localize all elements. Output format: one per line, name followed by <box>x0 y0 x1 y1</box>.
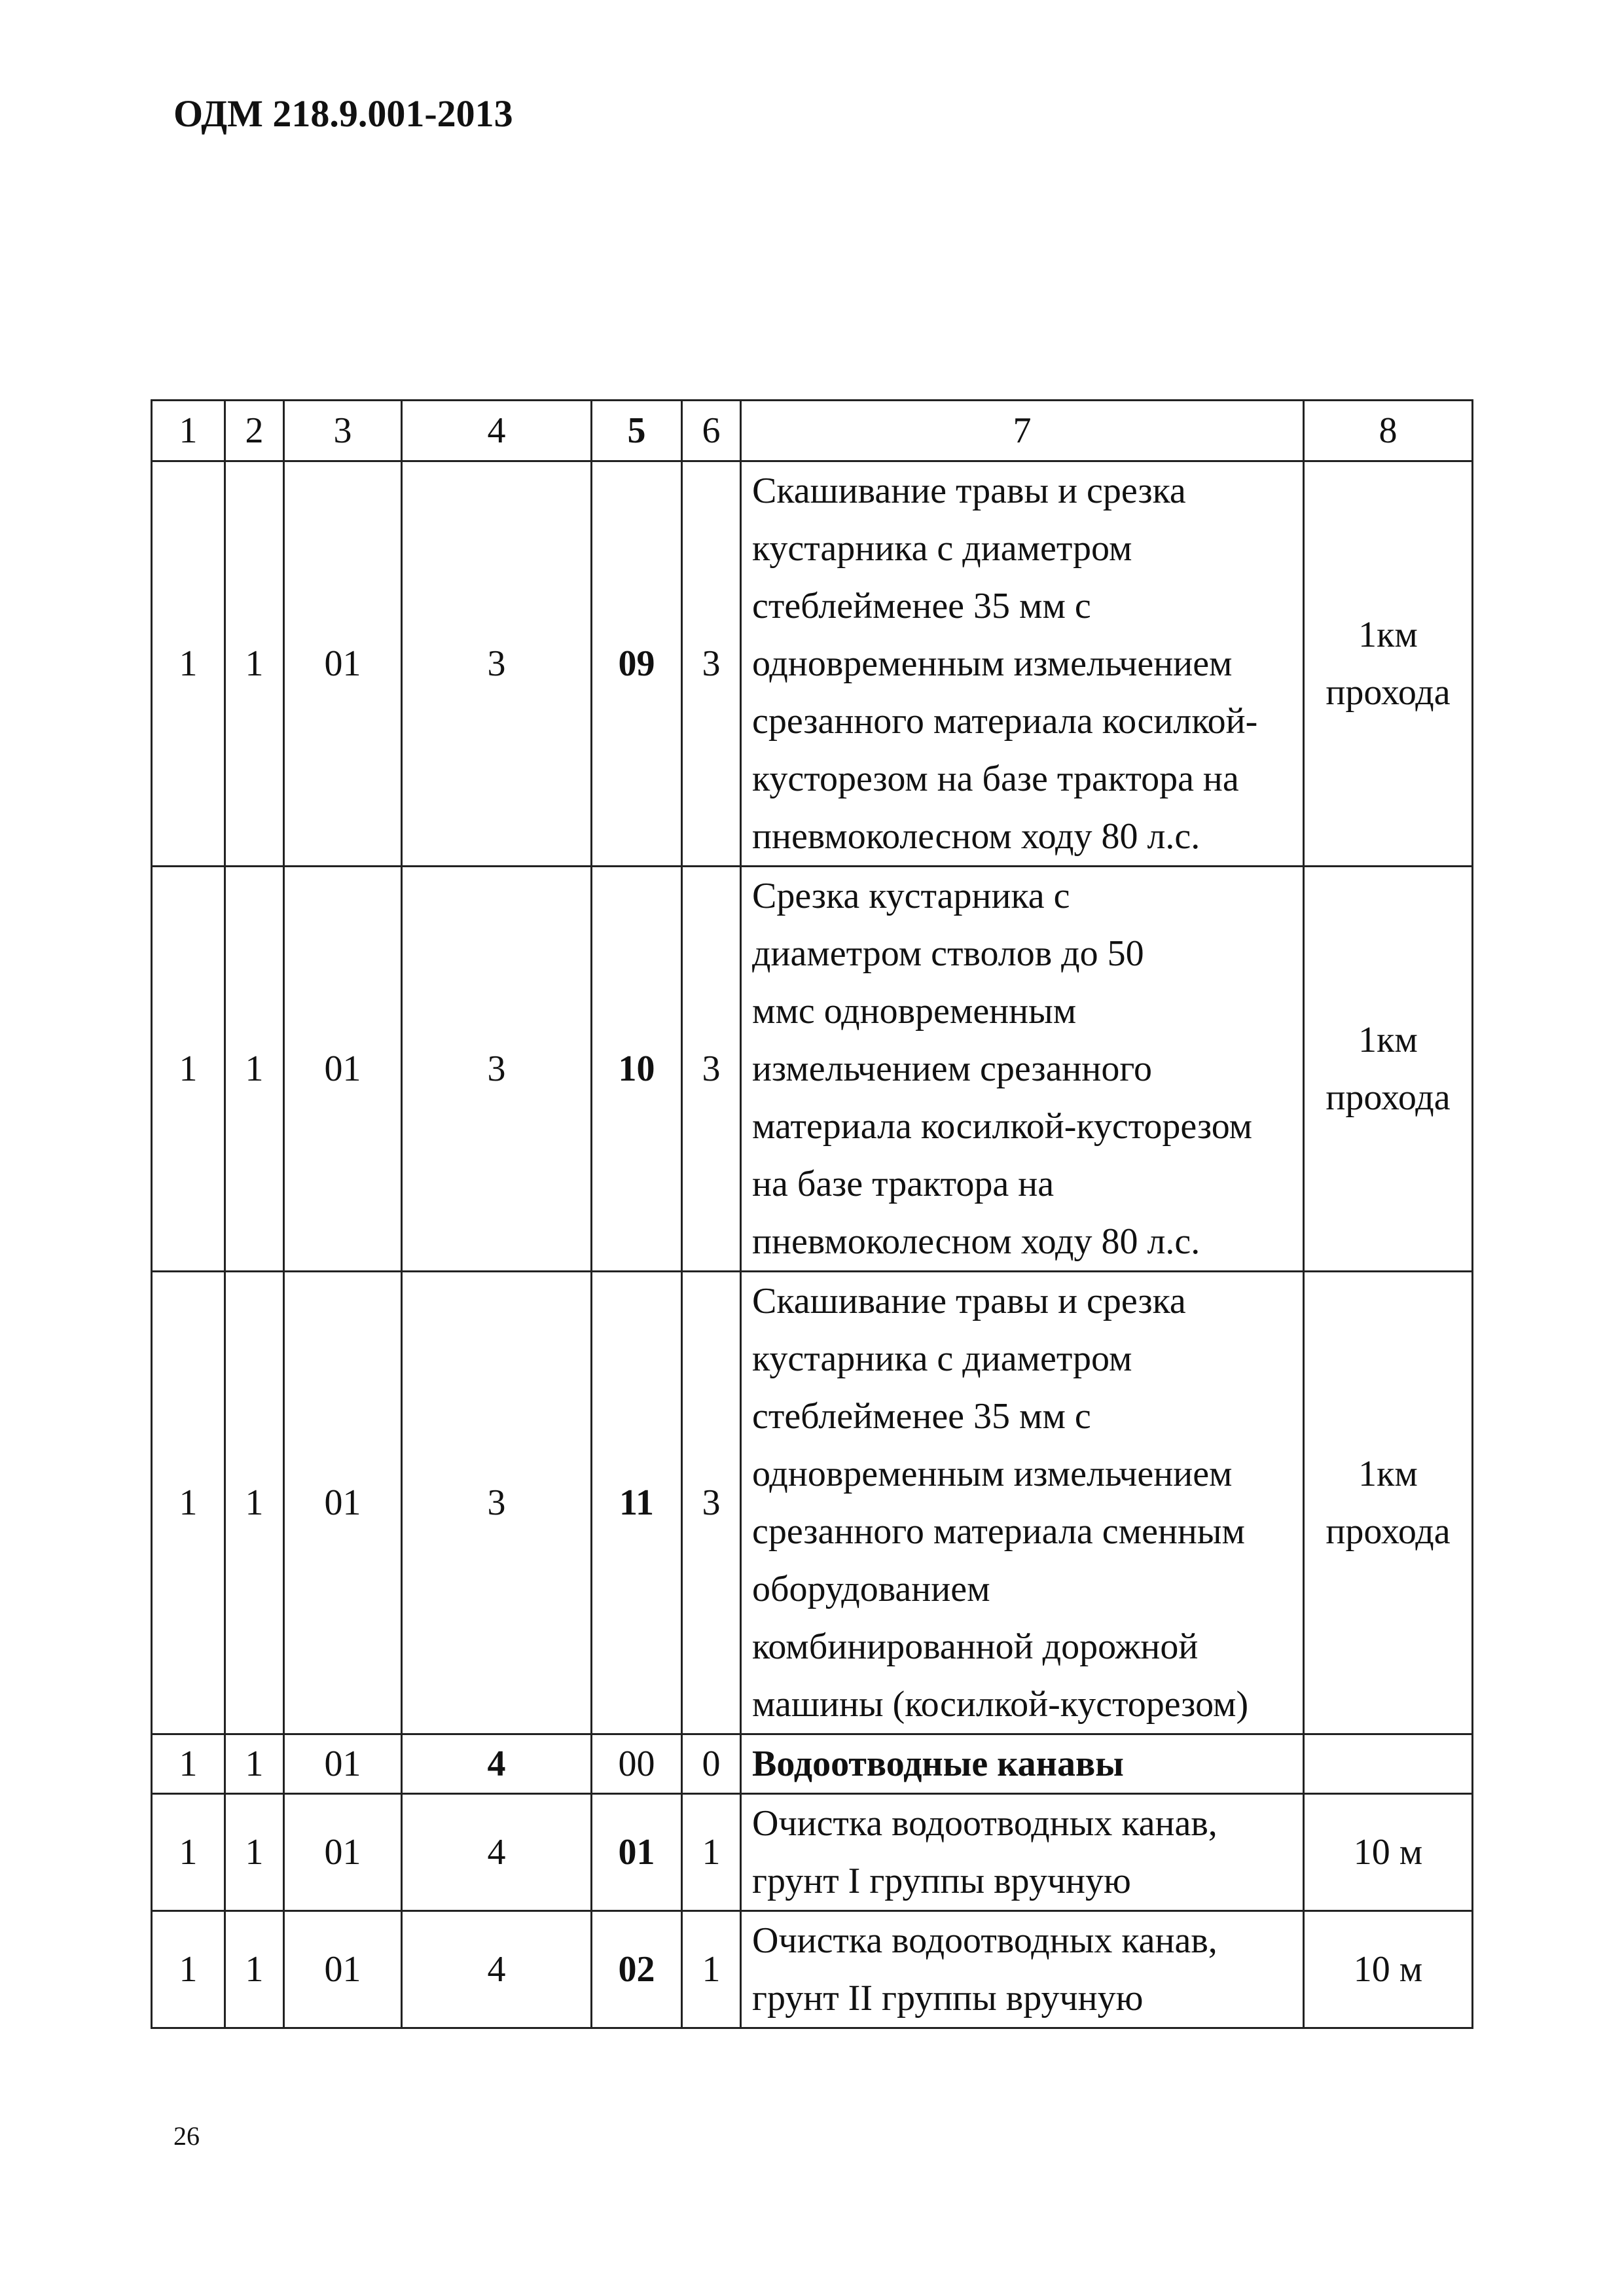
cell-description: Скашивание травы и срезка кустарника с диаметром стеблейменее 35 мм с одновременным измельчением срезанного материала косилкой- кусторезом на базе трактора на пневмоколесном ходу 80 л.с. <box>741 461 1304 867</box>
cell-col2: 1 <box>225 1794 284 1911</box>
header-cell: 8 <box>1304 401 1473 461</box>
cell-col6: 3 <box>682 461 741 867</box>
cell-col1: 1 <box>152 1272 225 1734</box>
cell-col5: 10 <box>592 867 682 1272</box>
cell-col2: 1 <box>225 1911 284 2028</box>
header-cell: 6 <box>682 401 741 461</box>
cell-col6: 3 <box>682 1272 741 1734</box>
cell-col4: 3 <box>402 461 592 867</box>
cell-col1: 1 <box>152 1911 225 2028</box>
cell-unit: 10 м <box>1304 1794 1473 1911</box>
cell-col6: 3 <box>682 867 741 1272</box>
header-cell: 3 <box>284 401 402 461</box>
cell-col5: 02 <box>592 1911 682 2028</box>
cell-col1: 1 <box>152 1734 225 1794</box>
page-number: 26 <box>173 2121 200 2151</box>
cell-unit: 1км прохода <box>1304 461 1473 867</box>
cell-col2: 1 <box>225 461 284 867</box>
cell-col5: 00 <box>592 1734 682 1794</box>
header-cell: 1 <box>152 401 225 461</box>
table-row <box>152 1911 1473 2028</box>
cell-description-section: Водоотводные канавы <box>741 1734 1304 1794</box>
table-row <box>152 867 1473 1272</box>
cell-col3: 01 <box>284 1272 402 1734</box>
cell-col6: 1 <box>682 1794 741 1911</box>
table-header-row <box>152 401 1473 461</box>
cell-col2: 1 <box>225 1272 284 1734</box>
cell-unit: 10 м <box>1304 1911 1473 2028</box>
cell-col2: 1 <box>225 867 284 1272</box>
cell-col1: 1 <box>152 1794 225 1911</box>
cell-col3: 01 <box>284 1734 402 1794</box>
cell-col1: 1 <box>152 461 225 867</box>
header-cell: 4 <box>402 401 592 461</box>
cell-col2: 1 <box>225 1734 284 1794</box>
cell-col5: 01 <box>592 1794 682 1911</box>
cell-col5: 11 <box>592 1272 682 1734</box>
cell-description: Очистка водоотводных канав, грунт II группы вручную <box>741 1911 1304 2028</box>
cell-col6: 0 <box>682 1734 741 1794</box>
table-row <box>152 461 1473 867</box>
cell-unit: 1км прохода <box>1304 867 1473 1272</box>
cell-col6: 1 <box>682 1911 741 2028</box>
header-cell: 5 <box>592 401 682 461</box>
cell-col1: 1 <box>152 867 225 1272</box>
table-row <box>152 1794 1473 1911</box>
cell-col3: 01 <box>284 867 402 1272</box>
cell-col3: 01 <box>284 461 402 867</box>
cell-description: Очистка водоотводных канав, грунт I группы вручную <box>741 1794 1304 1911</box>
cell-unit: 1км прохода <box>1304 1272 1473 1734</box>
cell-col4: 3 <box>402 867 592 1272</box>
cell-col4: 4 <box>402 1794 592 1911</box>
document-code: ОДМ 218.9.001-2013 <box>173 92 513 135</box>
classifier-table <box>151 399 1473 2029</box>
header-cell: 7 <box>741 401 1304 461</box>
cell-col5: 09 <box>592 461 682 867</box>
header-cell: 2 <box>225 401 284 461</box>
cell-description: Скашивание травы и срезка кустарника с диаметром стеблейменее 35 мм с одновременным измельчением срезанного материала сменным оборудованием комбинированной дорожной машины (косилкой-кусторезом) <box>741 1272 1304 1734</box>
cell-description: Срезка кустарника с диаметром стволов до 50 ммс одновременным измельчением срезанного материала косилкой-кусторезом на базе трактора на пневмоколесном ходу 80 л.с. <box>741 867 1304 1272</box>
cell-col3: 01 <box>284 1794 402 1911</box>
cell-unit <box>1304 1734 1473 1794</box>
cell-col4: 4 <box>402 1734 592 1794</box>
cell-col3: 01 <box>284 1911 402 2028</box>
cell-col4: 3 <box>402 1272 592 1734</box>
table-row-section <box>152 1734 1473 1794</box>
table-row <box>152 1272 1473 1734</box>
cell-col4: 4 <box>402 1911 592 2028</box>
